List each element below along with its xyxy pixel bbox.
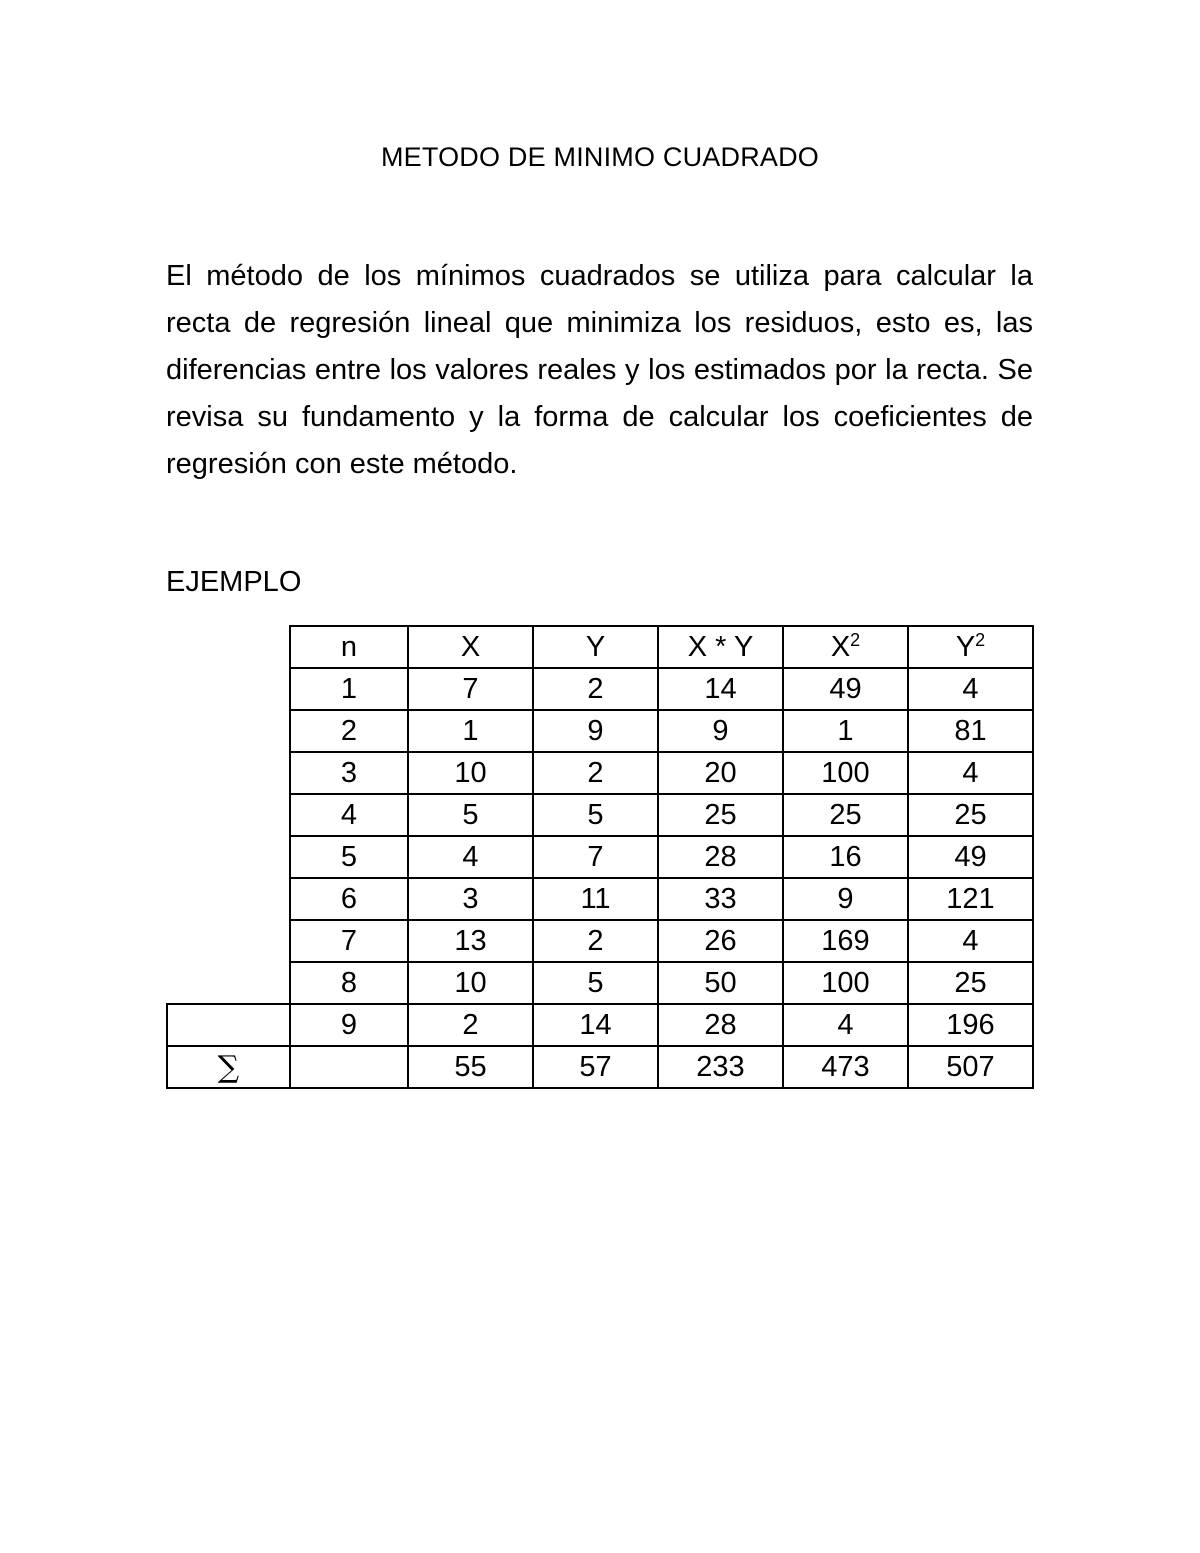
row-label-cell bbox=[167, 752, 290, 794]
cell-x: 13 bbox=[408, 920, 533, 962]
cell-y: 7 bbox=[533, 836, 658, 878]
header-xy: X * Y bbox=[658, 626, 783, 668]
cell-y-squared: 25 bbox=[908, 962, 1033, 1004]
cell-x-squared: 100 bbox=[783, 962, 908, 1004]
cell-x-squared: 16 bbox=[783, 836, 908, 878]
row-label-cell bbox=[167, 962, 290, 1004]
cell-y: 2 bbox=[533, 920, 658, 962]
sum-cell-x-squared: 473 bbox=[783, 1046, 908, 1088]
cell-y-squared: 49 bbox=[908, 836, 1033, 878]
cell-y: 2 bbox=[533, 668, 658, 710]
cell-y-squared: 121 bbox=[908, 878, 1033, 920]
cell-n: 4 bbox=[290, 794, 408, 836]
cell-n: 9 bbox=[290, 1004, 408, 1046]
cell-n: 8 bbox=[290, 962, 408, 1004]
cell-y: 5 bbox=[533, 794, 658, 836]
cell-xy: 9 bbox=[658, 710, 783, 752]
table-row bbox=[167, 752, 1033, 794]
header-x-squared-base: X bbox=[830, 631, 851, 663]
cell-y-squared: 196 bbox=[908, 1004, 1033, 1046]
table-row bbox=[167, 836, 1033, 878]
cell-n: 1 bbox=[290, 668, 408, 710]
table-row bbox=[167, 794, 1033, 836]
cell-x-squared: 49 bbox=[783, 668, 908, 710]
empty-cell bbox=[167, 626, 290, 668]
cell-x: 1 bbox=[408, 710, 533, 752]
cell-x-squared: 169 bbox=[783, 920, 908, 962]
row-label-cell bbox=[167, 794, 290, 836]
example-heading: EJEMPLO bbox=[166, 566, 302, 598]
cell-x-squared: 1 bbox=[783, 710, 908, 752]
row-label-cell bbox=[167, 710, 290, 752]
cell-xy: 20 bbox=[658, 752, 783, 794]
cell-n: 2 bbox=[290, 710, 408, 752]
header-y: Y bbox=[533, 626, 658, 668]
header-n: n bbox=[290, 626, 408, 668]
row-label-cell bbox=[167, 836, 290, 878]
cell-y: 14 bbox=[533, 1004, 658, 1046]
cell-xy: 14 bbox=[658, 668, 783, 710]
cell-x-squared: 100 bbox=[783, 752, 908, 794]
cell-y-squared: 25 bbox=[908, 794, 1033, 836]
header-x-squared bbox=[783, 626, 908, 668]
cell-x: 4 bbox=[408, 836, 533, 878]
cell-xy: 28 bbox=[658, 1004, 783, 1046]
row-label-cell bbox=[167, 668, 290, 710]
intro-paragraph: El método de los mínimos cuadrados se utiliza para calcular la recta de regresión lineal que minimiza los residuos, esto es, las diferencias entre los valores reales y los estimados por la recta. Se revisa su fundamento y la forma de calcular los coeficientes de regresión con este método. bbox=[166, 260, 1033, 480]
cell-x: 2 bbox=[408, 1004, 533, 1046]
least-squares-table bbox=[166, 625, 1034, 1089]
sum-cell-y-squared: 507 bbox=[908, 1046, 1033, 1088]
cell-y-squared: 4 bbox=[908, 668, 1033, 710]
table-body bbox=[167, 668, 1033, 1046]
sum-cell-y: 57 bbox=[533, 1046, 658, 1088]
row-label-cell bbox=[167, 920, 290, 962]
cell-x-squared: 9 bbox=[783, 878, 908, 920]
cell-x: 10 bbox=[408, 962, 533, 1004]
cell-x: 7 bbox=[408, 668, 533, 710]
cell-n: 3 bbox=[290, 752, 408, 794]
cell-x: 3 bbox=[408, 878, 533, 920]
cell-xy: 25 bbox=[658, 794, 783, 836]
header-y-squared bbox=[908, 626, 1033, 668]
cell-n: 6 bbox=[290, 878, 408, 920]
header-y-squared-exponent: 2 bbox=[975, 630, 986, 650]
sum-cell-x: 55 bbox=[408, 1046, 533, 1088]
cell-x-squared: 4 bbox=[783, 1004, 908, 1046]
cell-y-squared: 4 bbox=[908, 920, 1033, 962]
sum-symbol: ∑ bbox=[217, 1049, 240, 1085]
header-x: X bbox=[408, 626, 533, 668]
header-y-squared-base: Y bbox=[955, 631, 976, 663]
table-row bbox=[167, 668, 1033, 710]
cell-x: 5 bbox=[408, 794, 533, 836]
sum-row bbox=[167, 1046, 1033, 1088]
cell-xy: 26 bbox=[658, 920, 783, 962]
table-header-row bbox=[167, 626, 1033, 668]
cell-y-squared: 4 bbox=[908, 752, 1033, 794]
table-row bbox=[167, 920, 1033, 962]
cell-y: 9 bbox=[533, 710, 658, 752]
cell-y: 5 bbox=[533, 962, 658, 1004]
page-title: METODO DE MINIMO CUADRADO bbox=[380, 142, 819, 172]
header-x-squared-exponent: 2 bbox=[850, 630, 861, 650]
sum-cell-n bbox=[290, 1046, 408, 1088]
table-row bbox=[167, 1004, 1033, 1046]
cell-n: 7 bbox=[290, 920, 408, 962]
row-label-cell bbox=[167, 878, 290, 920]
cell-n: 5 bbox=[290, 836, 408, 878]
cell-xy: 33 bbox=[658, 878, 783, 920]
table-row bbox=[167, 878, 1033, 920]
cell-x: 10 bbox=[408, 752, 533, 794]
cell-y: 2 bbox=[533, 752, 658, 794]
cell-xy: 28 bbox=[658, 836, 783, 878]
cell-y-squared: 81 bbox=[908, 710, 1033, 752]
cell-x-squared: 25 bbox=[783, 794, 908, 836]
cell-y: 11 bbox=[533, 878, 658, 920]
row-label-cell bbox=[167, 1004, 290, 1046]
table-row bbox=[167, 962, 1033, 1004]
sum-cell-xy: 233 bbox=[658, 1046, 783, 1088]
cell-xy: 50 bbox=[658, 962, 783, 1004]
table-row bbox=[167, 710, 1033, 752]
sum-symbol-cell bbox=[167, 1046, 290, 1088]
